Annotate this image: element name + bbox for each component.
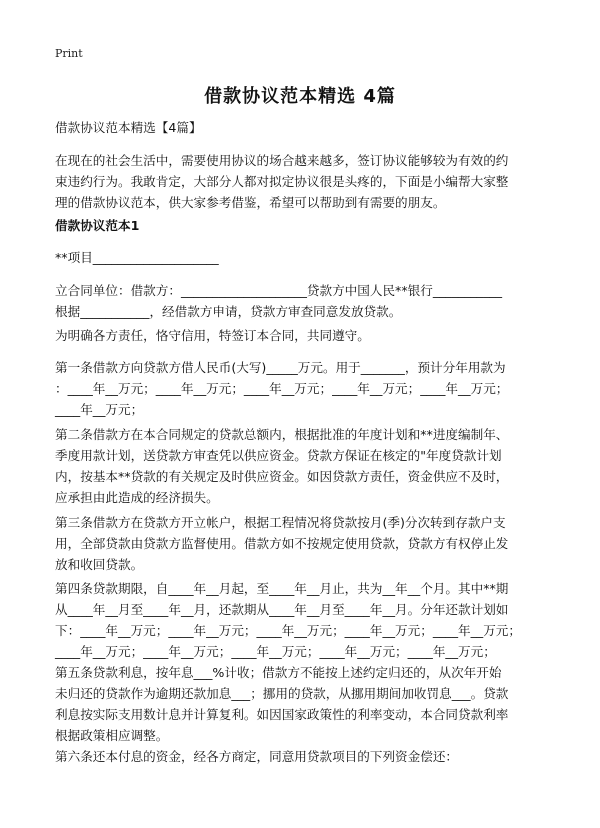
text-line: 下：____年__万元；____年__万元；____年__万元；____年__万元；____年__万元； (55, 623, 521, 638)
subtitle (55, 117, 550, 138)
article-5 (55, 662, 550, 746)
article-6 (55, 746, 550, 767)
text-line: 第四条贷款期限，自____年__月起，至____年__月止，共为__年__个月。其中**期 (55, 581, 509, 596)
project-line: **项目____________________ (55, 250, 219, 265)
text-line: 第三条借款方在贷款方开立帐户，根据工程情况将贷款按月(季)分次转到存款户支 (55, 515, 506, 530)
intro-paragraph (55, 150, 550, 213)
text-line: 在现在的社会生活中，需要使用协议的场合越来越多，签订协议能够较为有效的约 (55, 153, 509, 168)
text-line: 利息按实际支用数计息并计算复利。如因国家政策性的利率变动，本合同贷款利率 (55, 707, 509, 722)
document-title: 借款协议范本精选 4篇 (204, 86, 396, 107)
text-line: 第一条借款方向贷款方借人民币(大写)_____万元。用于_______，预计分年用款为 (55, 360, 506, 375)
text-line: 根据___________，经借款方申请，贷款方审查同意发放贷款。 (55, 304, 402, 319)
article-2 (55, 424, 550, 508)
article-4 (55, 578, 550, 662)
text-line: 未归还的贷款作为逾期还款加息___；挪用的贷款，从挪用期间加收罚息___。贷款 (55, 686, 509, 701)
text-line: 理的借款协议范本，供大家参考借鉴，希望可以帮助到有需要的朋友。 (55, 195, 446, 210)
text-line: 束违约行为。我敢肯定，大部分人都对拟定协议很是头疼的，下面是小编帮大家整 (55, 174, 509, 189)
text-line: 根据政策相应调整。 (55, 728, 169, 743)
article-3 (55, 512, 550, 575)
text-line: ：____年__万元；____年__万元；____年__万元；____年__万元；____年__万元； (55, 381, 509, 396)
text-line: 放和收回贷款。 (55, 557, 144, 572)
text-line: ____年__万元；____年__万元；____年__万元；____年__万元；____年__万元； (55, 644, 496, 659)
text-line: 第六条还本付息的资金，经各方商定，同意用贷款项目的下列资金偿还： (55, 749, 458, 764)
text-line: 内，按基本**贷款的有关规定及时供应资金。如因贷款方责任，资金供应不及时， (55, 469, 509, 484)
text-line: 第五条贷款利息，按年息___%计收；借款方不能按上述约定归还的，从次年开始 (55, 665, 502, 680)
purpose-paragraph: 为明确各方责任，恪守信用，特签订本合同，共同遵守。 (55, 328, 370, 343)
text-line: ____年__万元； (55, 402, 144, 417)
text-line: 第二条借款方在本合同规定的贷款总额内，根据批准的年度计划和**进度编制年、 (55, 427, 509, 442)
text-line: 立合同单位：借款方：____________________贷款方中国人民**银行___________ (55, 283, 503, 298)
parties-paragraph (55, 280, 550, 322)
text-line: 应承担由此造成的经济损失。 (55, 490, 219, 505)
text-line: 季度用款计划，送贷款方审查凭以供应资金。贷款方保证在核定的"年度贷款计划 (55, 448, 502, 463)
subtitle-text: 借款协议范本精选【4篇】 (55, 120, 202, 135)
article-1 (55, 357, 550, 420)
section-heading: 借款协议范本1 (55, 218, 140, 233)
text-line: 用，全部贷款由贷款方监督使用。借款方如不按规定使用贷款，贷款方有权停止发 (55, 536, 509, 551)
print-link[interactable]: Print (55, 47, 83, 60)
text-line: 从____年__月至____年__月，还款期从____年__月至____年__月。分年还款计划如 (55, 602, 509, 617)
